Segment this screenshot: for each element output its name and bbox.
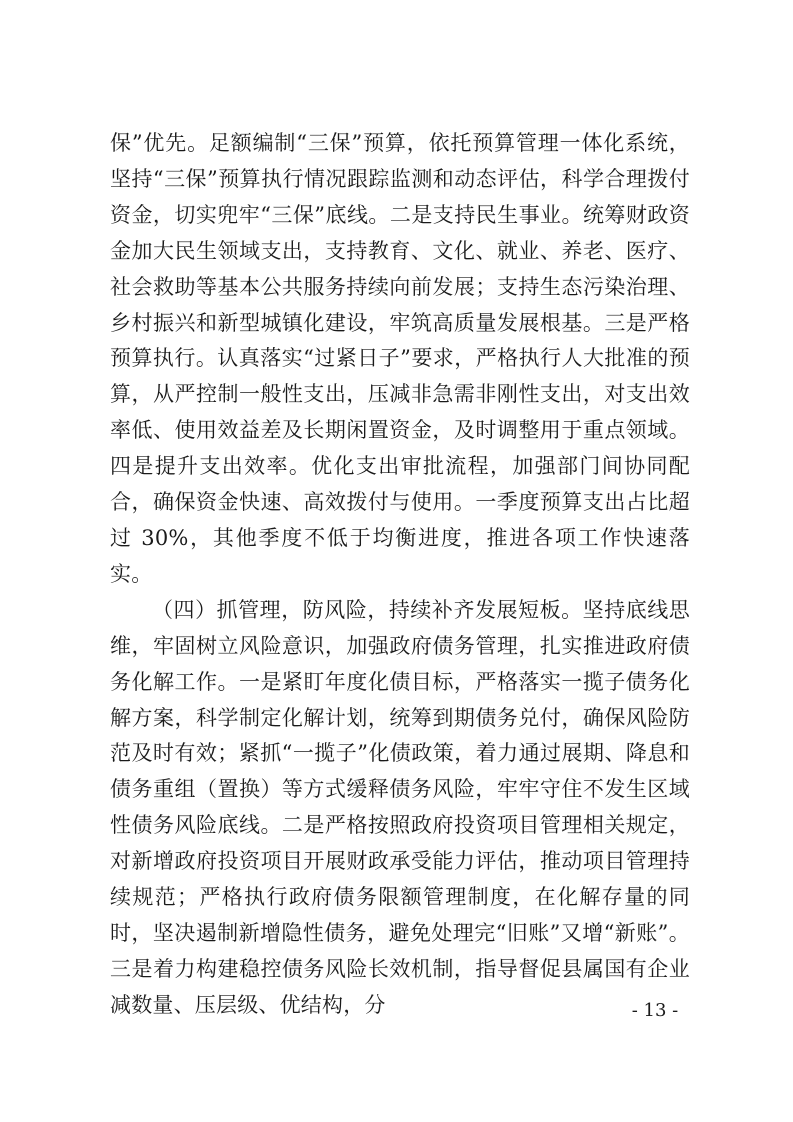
page-number: - 13 - (631, 1000, 679, 1021)
paragraph-continuation: 保”优先。足额编制“三保”预算，依托预算管理一体化系统，坚持“三保”预算执行情况跟踪监测和动态评估，科学合理拨付资金，切实兜牢“三保”底线。二是支持民生事业。统筹财政资金加大民生领域支出，支持教育、文化、就业、养老、医疗、社会救助等基本公共服务持续向前发展；支持生态污染治理、乡村振兴和新型城镇化建设，牢筑高质量发展根基。三是严格预算执行。认真落实“过紧日子”要求，严格执行人大批准的预算，从严控制一般性支出，压减非急需非刚性支出，对支出效率低、使用效益差及长期闲置资金，及时调整用于重点领域。四是提升支出效率。优化支出审批流程，加强部门间协同配合，确保资金快速、高效拨付与使用。一季度预算支出占比超过 30%，其他季度不低于均衡进度，推进各项工作快速落实。 (110, 131, 690, 586)
paragraph-section-four: （四）抓管理，防风险，持续补齐发展短板。坚持底线思维，牢固树立风险意识，加强政府债务管理，扎实推进政府债务化解工作。一是紧盯年度化债目标，严格落实一揽子债务化解方案，科学制定化解计划，统筹到期债务兑付，确保风险防范及时有效；紧抓“一揽子”化债政策，着力通过展期、降息和债务重组（置换）等方式缓释债务风险，牢牢守住不发生区域性债务风险底线。二是严格按照政府投资项目管理相关规定，对新增政府投资项目开展财政承受能力评估，推动项目管理持续规范；严格执行政府债务限额管理制度，在化解存量的同时，坚决遏制新增隐性债务，避免处理完“旧账”又增“新账”。三是着力构建稳控债务风险长效机制，指导督促县属国有企业减数量、压层级、优结构，分 (110, 597, 690, 1017)
body-text (110, 126, 690, 1024)
